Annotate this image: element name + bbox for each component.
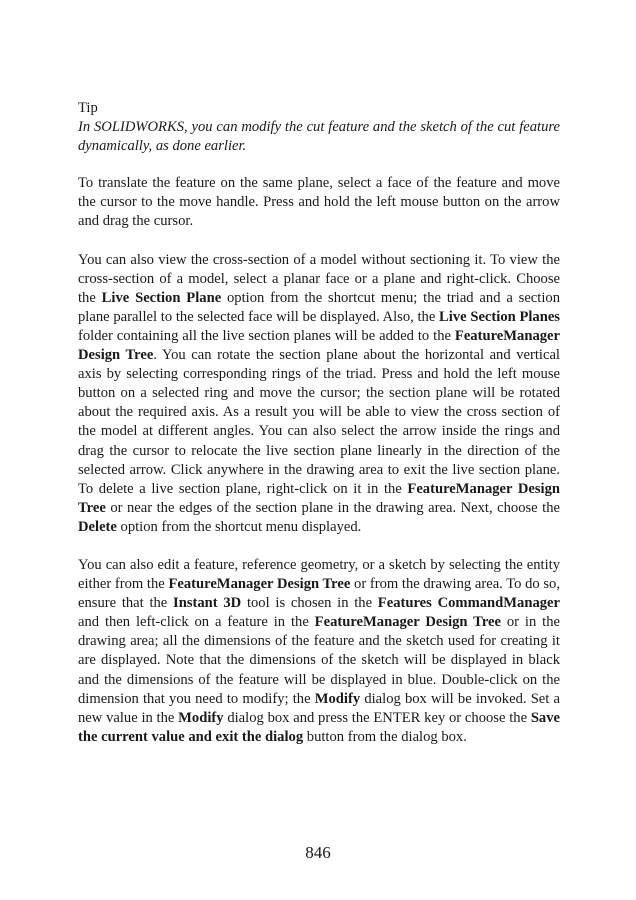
bold-term-modify: Modify [178,709,224,726]
paragraph-text: folder containing all the live section planes will be added to the [78,327,455,344]
bold-term-featuremanager-design-tree: FeatureManager Design Tree [168,576,351,593]
paragraph-text: and then left-click on a feature in the [78,614,315,631]
paragraph-text: You can also view the cross-section of a model without sectioning it. To view the cross-section of a model, select a planar face or a plane and right-click. Choose the [78,251,560,306]
paragraph-text: button from the dialog box. [303,728,467,745]
bold-term-featuremanager-design-tree: FeatureManager Design Tree [78,480,561,516]
bold-term-live-section-plane: Live Section Plane [101,289,222,306]
bold-term-live-section-planes: Live Section Planes [439,308,560,325]
page-number: 846 [305,843,331,862]
paragraph-text: . You can rotate the section plane about the horizontal and vertical axis by selecting corresponding rings of the triad. Press and hold the left mouse button on a selected ring and move the cursor; the section plane will be rotated about the required axis. As a result you will be able to view the cross section of the model at different angles. You can also select the arrow inside the rings and drag the cursor to relocate the live section plane linearly in the direction of the selected arrow. Click anywhere in the drawing area to exit the live section plane. To delete a live section plane, right-click on it in the [78,347,560,497]
paragraph-text: or from the drawing area. To do so, ensure that the [78,576,560,612]
bold-term-instant-3d: Instant 3D [173,595,242,612]
paragraph-text: tool is chosen in the [241,595,378,612]
bold-term-modify: Modify [314,690,361,707]
bold-term-featuremanager-design-tree: FeatureManager Design Tree [78,327,560,364]
page-body [78,99,560,747]
paragraph-text: option from the shortcut menu; the triad and a section plane parallel to the selected face will be displayed. Also, the [78,289,560,325]
bold-term-features-commandmanager: Features CommandManager [377,595,560,612]
paragraph-text: or near the edges of the section plane in the drawing area. Next, choose the [105,499,560,516]
paragraph-text: dialog box will be invoked. Set a new value in the [78,690,560,726]
bold-term-delete: Delete [78,518,117,535]
paragraph-live-section [78,251,560,537]
paragraph-text: You can also edit a feature, reference geometry, or a sketch by selecting the entity either from the [78,556,560,593]
paragraph-text: To translate the feature on the same plane, select a face of the feature and move the cursor to the move handle. Press and hold the left mouse button on the arrow and drag the cursor. [78,175,560,230]
paragraph-text: dialog box and press the ENTER key or choose the [223,709,531,726]
paragraph-edit-feature [78,556,560,747]
tip-text: In SOLIDWORKS, you can modify the cut feature and the sketch of the cut feature dynamically, as done earlier. [78,119,560,155]
bold-term-save-and-exit: Save the current value and exit the dialog [78,709,560,745]
tip-label: Tip [78,100,98,116]
paragraph-text: or in the drawing area; all the dimensions of the feature and the sketch used for creating it are displayed. Note that the dimensions of the sketch will be displayed in black and the dimensions of the feature will be displayed in blue. Double-click on the dimension that you need to modify; the [78,614,560,707]
paragraph-translate-feature [78,174,560,231]
paragraph-text: option from the shortcut menu displayed. [116,518,362,535]
bold-term-featuremanager-design-tree: FeatureManager Design Tree [314,614,501,631]
